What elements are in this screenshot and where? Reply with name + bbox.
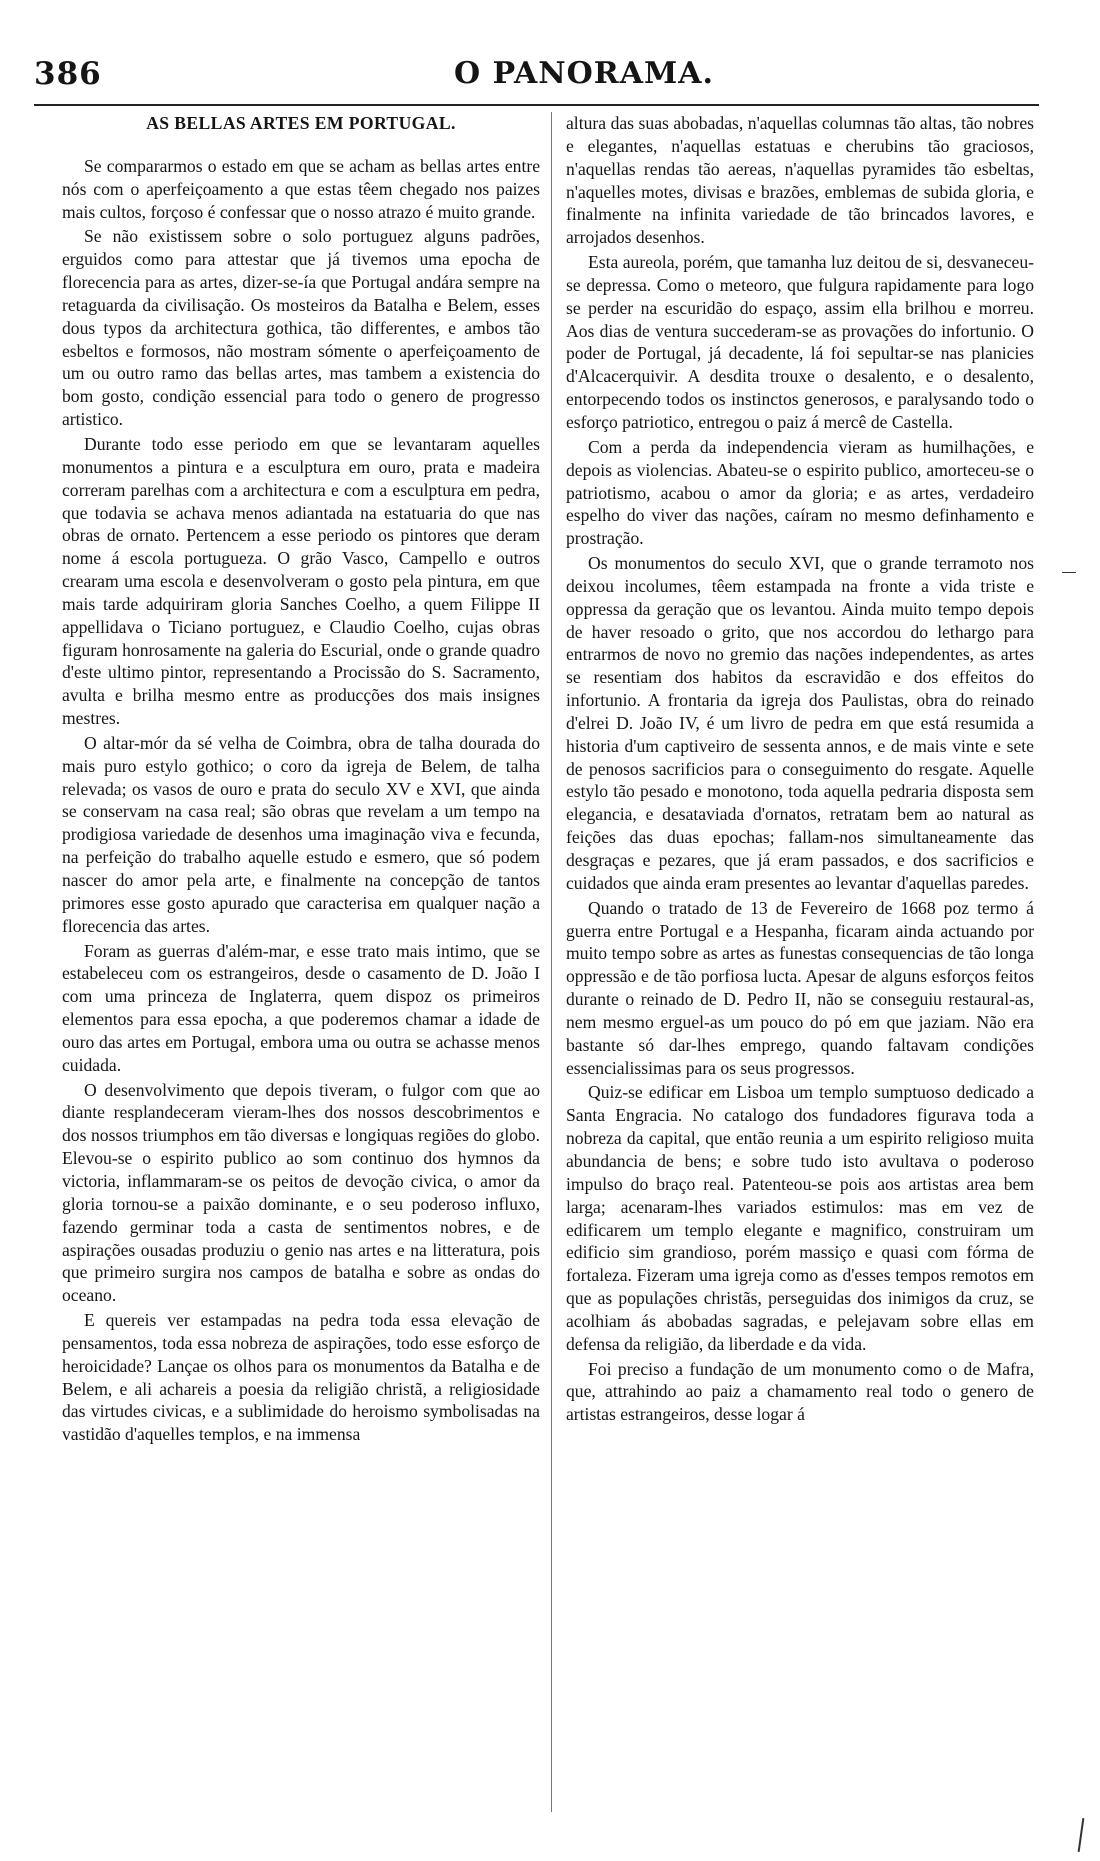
page-header	[34, 56, 1044, 102]
paragraph: Durante todo esse periodo em que se levantaram aquelles monumentos a pintura e a esculptura em ouro, prata e madeira correram parelhas com a architectura e com a esculptura em pedra, que todavia se achava menos adiantada na estatuaria do que nas obras de ornato. Pertencem a esse periodo os pintores que deram nome á escola portugueza. O grão Vasco, Campello e outros crearam uma escola e desenvolveram o gosto pela pintura, em que mais tarde adquiriram gloria Sanches Coelho, a quem Filippe II appellidava o Ticiano portuguez, e Claudio Coelho, cujas obras figuram honrosamente na galeria do Escurial, onde o grande quadro d'este ultimo pintor, representando a Procissão do S. Sacramento, avulta e brilha mesmo entre as producções dos mais insignes mestres.	[62, 433, 540, 729]
paragraph: Quando o tratado de 13 de Fevereiro de 1668 poz termo á guerra entre Portugal e a Hespanha, ficaram ainda actuando por muito tempo sobre as artes as funestas consequencias de tão longa oppressão e de tão porfiosa lucta. Apesar de alguns esforços feitos durante o reinado de D. Pedro II, não se conseguiu restaural-as, nem mesmo erguel-as um pouco do pó em que jaziam. Não era bastante só dar-lhes emprego, quando faltavam condições essencialissimas para os seus progressos.	[566, 897, 1034, 1078]
paragraph: Os monumentos do seculo XVI, que o grande terramoto nos deixou incolumes, têem estampada na fronte a vida triste e oppressa da geração que os levantou. Ainda muito tempo depois de haver resoado o grito, que nos accordou do lethargo para entrarmos de novo no gremio das nações independentes, as artes se resentiam dos habitos da escravidão e dos effeitos do infortunio. A frontaria da igreja dos Paulistas, obra do reinado d'elrei D. João IV, é um livro de pedra em que está resumida a historia d'um captiveiro de sessenta annos, e de mais vinte e sete de penosos sacrificios para o conseguimento do resgate. Aquelle estylo tão pesado e monotono, toda aquella pedraria disposta sem elegancia, e desataviada d'ornatos, retratam bem ao natural as feições das duas epochas; fallam-nos simultaneamente das desgraças e pezares, que já eram passados, e dos sacrificios e cuidados que ainda eram presentes ao levantar d'aquellas paredes.	[566, 553, 1034, 893]
paragraph: Se compararmos o estado em que se acham as bellas artes entre nós com o aperfeiçoamento a que estas têem chegado nos paizes mais cultos, forçoso é confessar que o nosso atrazo é muito grande.	[62, 155, 540, 222]
article-title: AS BELLAS ARTES EM PORTUGAL.	[146, 113, 456, 133]
paragraph: O altar-mór da sé velha de Coimbra, obra de talha dourada do mais puro estylo gothico; o coro da igreja de Belem, de talha relevada; os vasos de ouro e prata do seculo XV e XVI, que ainda se conservam na casa real; são obras que revelam a um tempo na prodigiosa variedade de desenhos uma imaginação viva e fecunda, na perfeição do trabalho aquelle estudo e esmero, que só podem nascer do amor pela arte, e finalmente na concepção de tantos primores esse gosto apurado que caracterisa em qualquer nação a florecencia das artes.	[62, 732, 540, 936]
left-column	[62, 112, 540, 1821]
journal-title: O PANORAMA.	[454, 56, 714, 91]
margin-mark	[1078, 1818, 1085, 1852]
paragraph: altura das suas abobadas, n'aquellas columnas tão altas, tão nobres e elegantes, n'aquellas estatuas e cherubins tão graciosos, n'aquellas rendas tão aereas, n'aquellas pyramides tão esbeltas, n'aquelles motes, divisas e brazões, emblemas de subida gloria, e finalmente na infinita variedade de tão brincados lavores, e arrojados desenhos.	[566, 113, 1034, 248]
right-column	[566, 112, 1034, 1821]
column-divider	[551, 112, 552, 1812]
paragraph: Foram as guerras d'além-mar, e esse trato mais intimo, que se estabeleceu com os estrangeiros, desde o casamento de D. João I com uma princeza de Inglaterra, quem dispoz os primeiros elementos para essa epocha, a que poderemos chamar a idade de ouro das artes em Portugal, embora uma ou outra se achasse menos cuidada.	[62, 940, 540, 1075]
header-rule	[34, 104, 1039, 106]
paragraph: Se não existissem sobre o solo portuguez alguns padrões, erguidos como para attestar que já tivemos uma epocha de florecencia para as artes, dizer-se-ía que Portugal andára sempre na retaguarda da civilisação. Os mosteiros da Batalha e Belem, esses dous typos da architectura gothica, tão differentes, e ambos tão esbeltos e formosos, não mostram sómente o aperfeiçoamento de um ou outro ramo das bellas artes, mas tambem a existencia do bom gosto, condição essencial para todo o genero de progresso artistico.	[62, 226, 540, 430]
margin-mark	[1062, 572, 1076, 573]
paragraph: Com a perda da independencia vieram as humilhações, e depois as violencias. Abateu-se o espirito publico, amorteceu-se o patriotismo, acabou o amor da gloria; e as artes, verdadeiro espelho do viver das nações, caíram no mesmo definhamento e prostração.	[566, 436, 1034, 549]
paragraph: Quiz-se edificar em Lisboa um templo sumptuoso dedicado a Santa Engracia. No catalogo dos fundadores figurava toda a nobreza da capital, que então reunia a um espirito religioso muita abundancia de bens; e sobre tudo isto avultava o poderoso impulso do braço real. Patenteou-se pois aos artistas area bem larga; acenaram-lhes variados estimulos: mas em vez de edificarem um templo elegante e magnifico, construiram um edificio sim grandioso, porém massiço e quasi com fórma de fortaleza. Fizeram uma igreja como as d'esses tempos remotos em que as populações christãs, perseguidas dos inimigos da cruz, se acolhiam ás abobadas sagradas, e pelejavam sobre ellas em defensa da religião, da liberdade e da vida.	[566, 1082, 1034, 1354]
page-number: 386	[34, 56, 102, 92]
paragraph: Foi preciso a fundação de um monumento como o de Mafra, que, attrahindo ao paiz a chamamento real todo o genero de artistas estrangeiros, desse logar á	[566, 1358, 1034, 1425]
paragraph: Esta aureola, porém, que tamanha luz deitou de si, desvaneceu-se depressa. Como o meteoro, que fulgura rapidamente para logo se perder na escuridão do espaço, assim ella brilhou e morreu. Aos dias de ventura succederam-se as provações do infortunio. O poder de Portugal, já decadente, lá foi sepultar-se nas planicies d'Alcacerquivir. A desdita trouxe o desalento, e o desalento, entorpecendo todos os instinctos generosos, e paralysando todo o esforço patriotico, entregou o paiz á mercê de Castella.	[566, 252, 1034, 432]
paragraph: O desenvolvimento que depois tiveram, o fulgor com que ao diante resplandeceram vieram-lhes dos nossos descobrimentos e dos nossos triumphos em tão diversas e longiquas regiões do globo. Elevou-se o espirito publico ao som continuo dos hymnos da victoria, inflammaram-se os peitos de devoção civica, o amor da gloria tornou-se a paixão dominante, e o seu poderoso influxo, fazendo germinar toda a casta de sentimentos nobres, e de aspirações ousadas produziu o genio nas artes e na litteratura, pois que primeiro surgira nos campos de batalha e sobre as ondas do oceano.	[62, 1079, 540, 1306]
paragraph: E quereis ver estampadas na pedra toda essa elevação de pensamentos, toda essa nobreza de aspirações, todo esse esforço de heroicidade? Lançae os olhos para os monumentos da Batalha e de Belem, e ali achareis a poesia da religião christã, a religiosidade das virtudes civicas, e a sublimidade do heroismo symbolisadas na vastidão d'aquelles templos, e na immensa	[62, 1310, 540, 1445]
